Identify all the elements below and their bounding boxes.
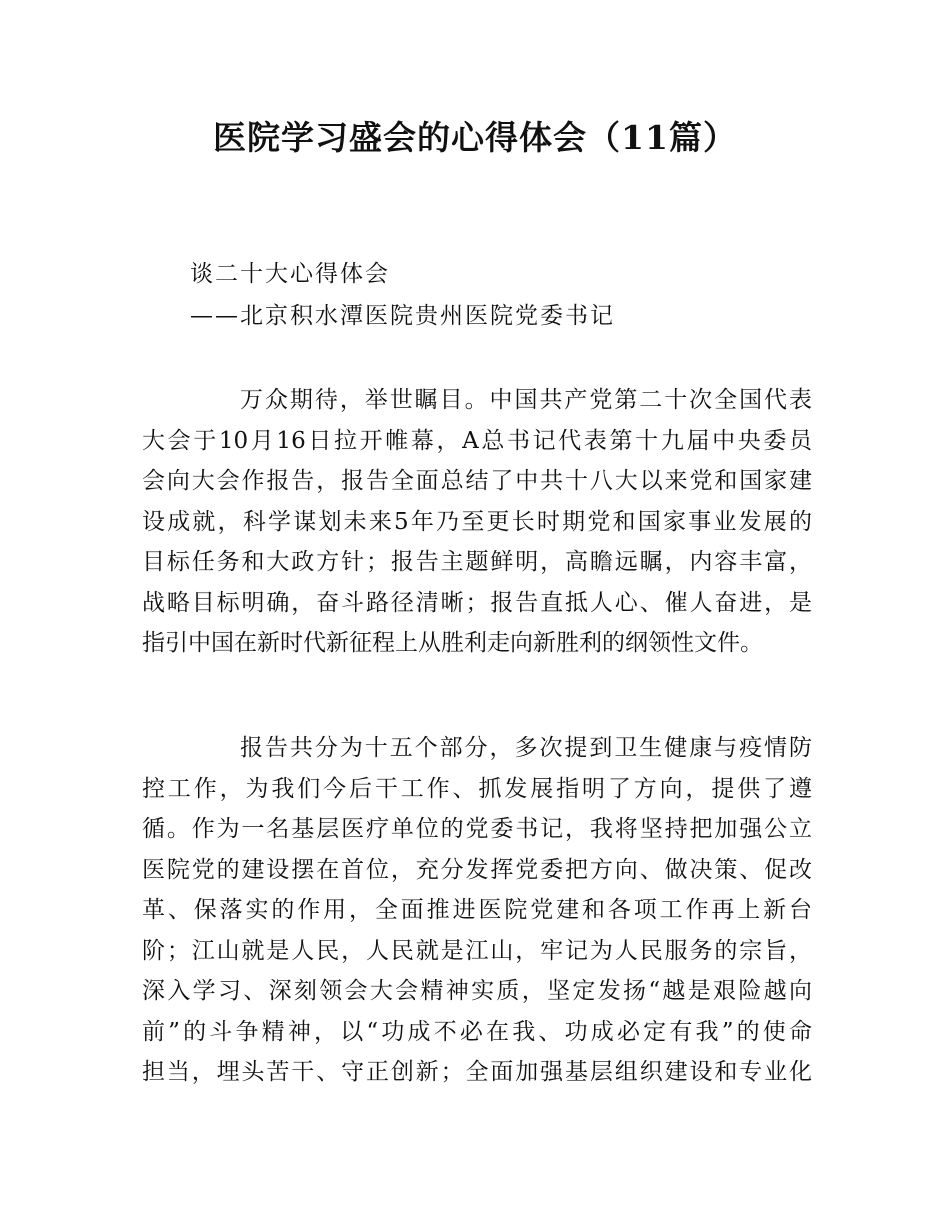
- paragraph-line: 大会于10月16日拉开帷幕，A总书记代表第十九届中央委员: [142, 427, 812, 454]
- paragraph-line: 前”的斗争精神，以“功成不必在我、功成必定有我”的使命: [142, 1018, 812, 1045]
- paragraph-line: 阶；江山就是人民，人民就是江山，牢记为人民服务的宗旨，: [142, 937, 812, 964]
- paragraph-line: 会向大会作报告，报告全面总结了中共十八大以来党和国家建: [142, 468, 812, 494]
- paragraph-line: 医院党的建设摆在首位，充分发挥党委把方向、做决策、促改: [142, 856, 812, 883]
- paragraph-line: 目标任务和大政方针；报告主题鲜明，高瞻远瞩，内容丰富，: [142, 549, 812, 575]
- paragraph-line: 万众期待，举世瞩目。中国共产党第二十次全国代表: [240, 387, 812, 413]
- paragraph-line: 设成就，科学谋划未来5年乃至更长时期党和国家事业发展的: [142, 508, 812, 535]
- article-heading: 谈二十大心得体会: [190, 261, 390, 287]
- body-paragraph-1: [142, 380, 812, 664]
- paragraph-line: 循。作为一名基层医疗单位的党委书记，我将坚持把加强公立: [142, 816, 812, 842]
- document-title: 医院学习盛会的心得体会（11篇）: [213, 118, 737, 157]
- paragraph-line: 指引中国在新时代新征程上从胜利走向新胜利的纲领性文件。: [142, 630, 763, 656]
- paragraph-line: 控工作，为我们今后干工作、抓发展指明了方向，提供了遵: [142, 775, 812, 802]
- paragraph-line: 深入学习、深刻领会大会精神实质，坚定发扬“越是艰险越向: [142, 978, 812, 1004]
- article-author-line: ——北京积水潭医院贵州医院党委书记: [190, 303, 615, 329]
- paragraph-line: 报告共分为十五个部分，多次提到卫生健康与疫情防: [240, 735, 812, 761]
- paragraph-line: 担当，埋头苦干、守正创新；全面加强基层组织建设和专业化: [142, 1059, 812, 1085]
- paragraph-line: 战略目标明确，奋斗路径清晰；报告直抵人心、催人奋进，是: [142, 589, 812, 616]
- body-paragraph-2: [142, 728, 812, 1093]
- paragraph-line: 革、保落实的作用，全面推进医院党建和各项工作再上新台: [142, 897, 812, 923]
